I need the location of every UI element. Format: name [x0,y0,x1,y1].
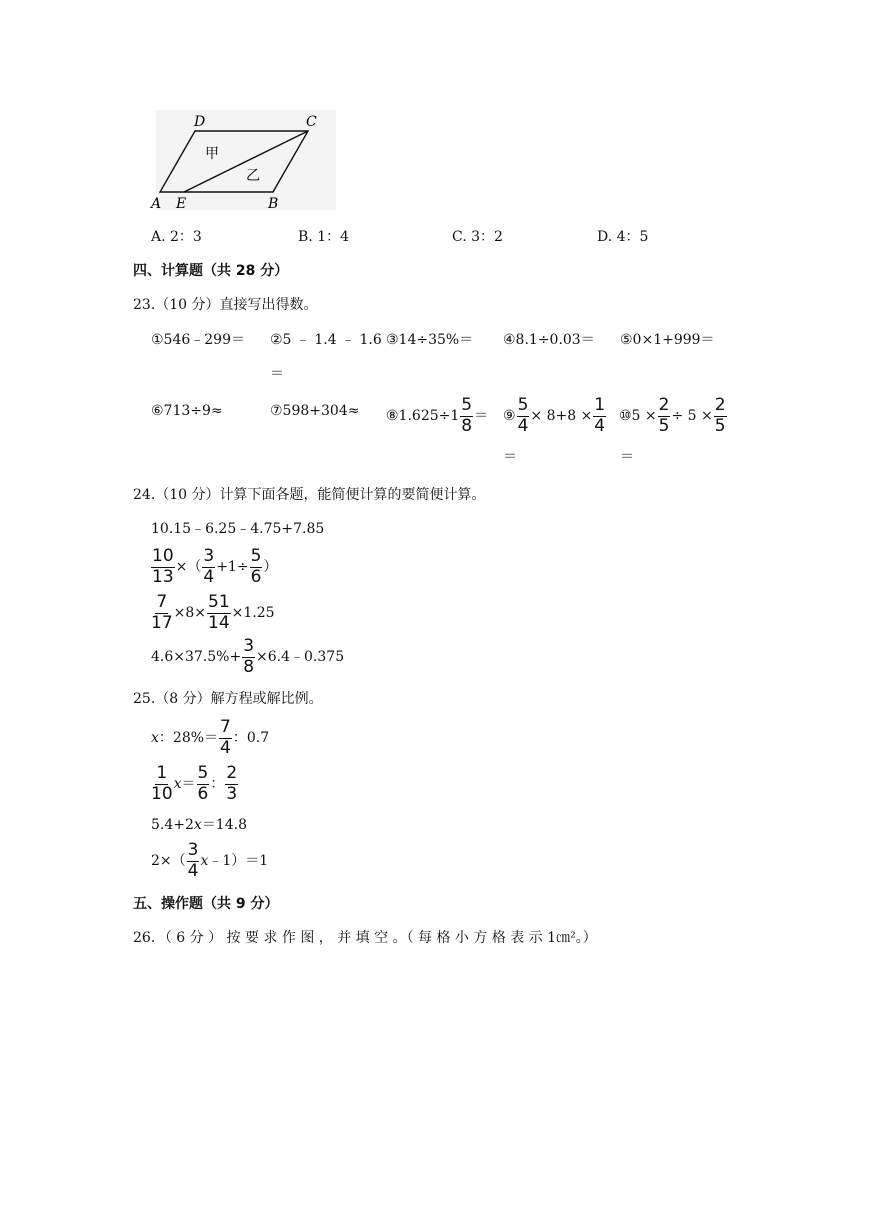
q23-item-9-prefix: ⑨ [503,408,516,425]
q24-e2-part-c: ） [263,559,278,576]
option-b: B. 1：4 [298,229,350,245]
label-c: C [306,114,317,130]
option-a: A. 2：3 [151,229,202,245]
fraction-denominator: 4 [187,860,199,881]
fraction-numerator: 3 [203,546,215,566]
q23-item-4: ④8.1÷0.03＝ [503,332,595,348]
q23-item-9-fraction-2 [593,397,606,436]
q25-e2-fraction-3 [225,765,238,804]
q24-e3-part-b: ×1.25 [231,605,275,622]
q23-item-8-fraction [460,397,473,436]
q23-item-9-equals: ＝ [503,449,517,465]
fraction-denominator: 6 [197,783,209,804]
q24-e3-fraction-2 [207,594,231,633]
q23-item-9-middle: × 8+8 × [530,408,593,425]
q24-e2-fraction-3 [250,548,263,587]
fraction-denominator: 4 [220,737,231,758]
parallelogram-figure [148,108,338,213]
label-yi: 乙 [246,168,260,184]
fraction-numerator: 2 [226,763,238,783]
q25-stem: 25.（8 分）解方程或解比例。 [133,691,323,707]
fraction-denominator: 13 [152,566,174,587]
label-a: A [151,196,162,212]
fraction-numerator: 1 [156,763,168,783]
q25-equation-2 [150,765,239,804]
fraction-denominator: 4 [594,415,606,436]
q24-expression-2 [150,548,277,587]
q23-item-10-equals: ＝ [620,449,634,465]
q25-e3-part-b: ＝14.8 [201,817,247,833]
q23-item-6: ⑥713÷9≈ [151,403,223,419]
q23-item-2: ②5 ﹣ 1.4 ﹣ 1.6 [270,332,382,348]
q25-e2-part-a: ＝ [181,776,196,793]
label-jia: 甲 [205,146,219,162]
q23-item-10-fraction-1 [658,397,671,436]
fraction-numerator: 5 [250,546,262,566]
q24-expression-3 [150,594,275,633]
option-c: C. 3：2 [452,229,503,245]
q24-stem: 24.（10 分）计算下面各题，能简便计算的要简便计算。 [133,487,486,503]
q25-e1-fraction [219,719,232,758]
q25-equation-4 [151,842,268,881]
q24-expression-1: 10.15﹣6.25﹣4.75+7.85 [151,521,325,537]
q24-e3-fraction-1 [151,594,173,633]
q23-item-10-middle: ÷ 5 × [671,408,713,425]
q26-stem: 26．（ 6 分 ） 按 要 求 作 图 ， 并 填 空 。（ 每 格 小 方 格 表 示 1㎝²。） [133,930,597,946]
q25-e2-fraction-2 [197,765,210,804]
q23-item-9 [503,397,607,436]
q23-item-8 [386,397,488,436]
q25-e2-part-b: ： [210,776,225,793]
q23-stem: 23.（10 分）直接写出得数。 [133,297,318,313]
q25-e2-variable: x [173,776,182,793]
q23-item-5: ⑤0×1+999＝ [620,332,715,348]
q23-item-8-prefix: ⑧1.625÷1 [386,408,460,425]
section-4-title: 四、计算题（共 28 分） [133,263,289,279]
q24-e4-fraction [242,638,255,677]
q23-item-9-fraction-1 [517,397,530,436]
q23-item-10-fraction-2 [714,397,727,436]
label-b: B [268,196,279,212]
q23-item-10 [619,397,728,436]
fraction-numerator: 7 [156,592,168,612]
q24-e2-part-b: +1÷ [216,559,249,576]
q25-equation-3 [151,818,247,832]
q25-e3-part-a: 5.4+2 [151,817,194,833]
q24-e2-part-a: ×（ [175,559,202,576]
q24-e2-fraction-1 [151,548,175,587]
fraction-denominator: 5 [714,415,726,436]
fraction-numerator: 2 [658,395,670,415]
q25-e4-part-b: ﹣1）＝1 [208,853,269,870]
q25-e4-part-a: 2×（ [151,853,186,870]
fraction-numerator: 5 [197,763,209,783]
fraction-denominator: 8 [461,415,473,436]
q25-equation-1 [151,719,269,758]
fraction-numerator: 5 [461,395,473,415]
fraction-denominator: 14 [208,612,230,633]
fraction-numerator: 2 [714,395,726,415]
label-e: E [176,196,187,212]
q25-e4-variable: x [200,853,209,870]
q24-e3-part-a: ×8× [173,605,207,622]
q25-e3-variable: x [193,817,202,833]
q25-e2-fraction-1 [151,765,173,804]
fraction-numerator: 5 [517,395,529,415]
q25-e1-part-a: ：28%＝ [158,730,219,747]
q25-e4-fraction [187,842,200,881]
q23-item-2-equals: ＝ [270,366,284,382]
fraction-denominator: 10 [151,783,173,804]
fraction-denominator: 6 [250,566,262,587]
q23-item-10-prefix: ⑩5 × [619,408,657,425]
section-5-title: 五、操作题（共 9 分） [133,896,279,912]
fraction-numerator: 51 [208,592,230,612]
fraction-numerator: 7 [220,717,231,737]
q25-e1-variable: x [151,730,159,747]
fraction-denominator: 3 [226,783,238,804]
fraction-numerator: 3 [187,840,199,860]
q23-item-3: ③14÷35%＝ [386,332,474,348]
q24-e4-part-a: 4.6×37.5%+ [151,649,242,666]
fraction-numerator: 3 [243,636,255,656]
q24-expression-4 [151,638,344,677]
q23-item-1: ①546﹣299＝ [151,332,245,348]
fraction-denominator: 5 [658,415,670,436]
label-d: D [194,114,206,130]
fraction-denominator: 4 [203,566,215,587]
fraction-denominator: 17 [151,612,173,633]
fraction-denominator: 8 [243,656,255,677]
q23-item-7: ⑦598+304≈ [270,403,360,419]
option-d: D. 4：5 [597,229,649,245]
q25-e1-part-b: ：0.7 [232,730,270,747]
q23-item-8-equals: ＝ [474,408,489,425]
q24-e2-fraction-2 [202,548,215,587]
fraction-numerator: 10 [152,546,174,566]
fraction-denominator: 4 [517,415,529,436]
fraction-numerator: 1 [594,395,606,415]
q24-e4-part-b: ×6.4﹣0.375 [256,649,345,666]
